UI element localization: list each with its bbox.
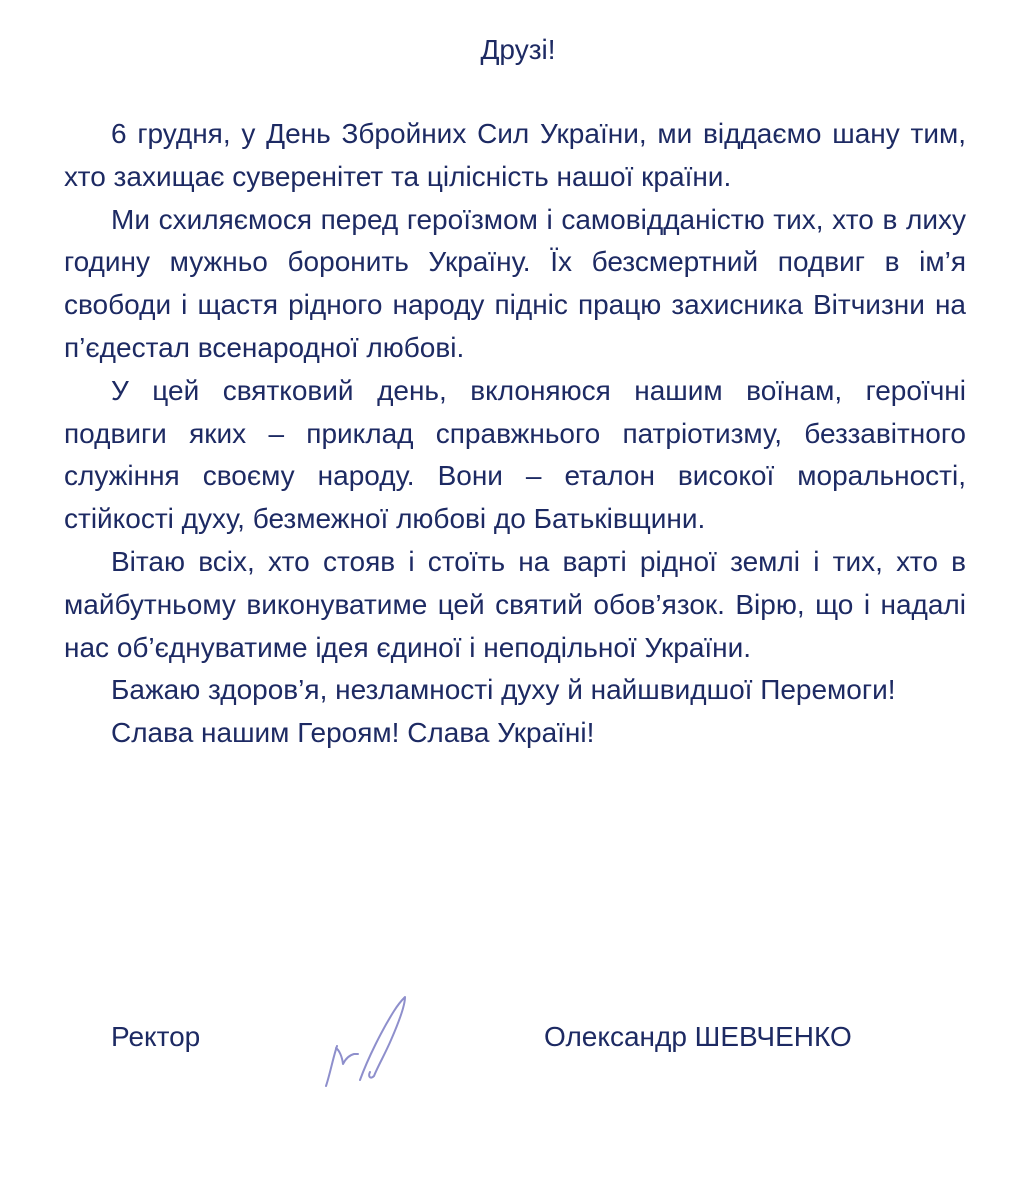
paragraph: Ми схиляємося перед героїзмом і самовідданістю тих, хто в лиху годину мужньо боронить Україну. Їх безсмертний подвиг в ім’я свободи і щастя рідного народу підніс працю захисника Вітчизни на п’єдестал всенародної любові. [64,203,966,363]
paragraph: Бажаю здоров’я, незламності духу й найшвидшої Перемоги! [111,674,896,706]
signature-block [0,1016,1036,1116]
signer-name: Олександр ШЕВЧЕНКО [544,1021,852,1052]
greeting: Друзі! [480,34,556,65]
paragraph: Слава нашим Героям! Слава Україні! [111,717,595,749]
letter-body [64,113,966,755]
paragraph: Вітаю всіх, хто стояв і стоїть на варті рідної землі і тих, хто в майбутньому виконуватиме цей святий обов’язок. Вірю, що і надалі нас об’єднуватиме ідея єдиної і неподільної України. [64,545,966,663]
paragraph: 6 грудня, у День Збройних Сил України, ми віддаємо шану тим, хто захищає суверенітет та цілісність нашої країни. [64,118,966,192]
signer-title: Ректор [111,1021,201,1052]
paragraph: У цей святковий день, вклоняюся нашим воїнам, героїчні подвиги яких – приклад справжнього патріотизму, беззавітного служіння своєму народу. Вони – еталон високої моральності, стійкості духу, безмежної любові до Батьківщини. [64,374,966,535]
handwritten-signature [312,986,442,1106]
